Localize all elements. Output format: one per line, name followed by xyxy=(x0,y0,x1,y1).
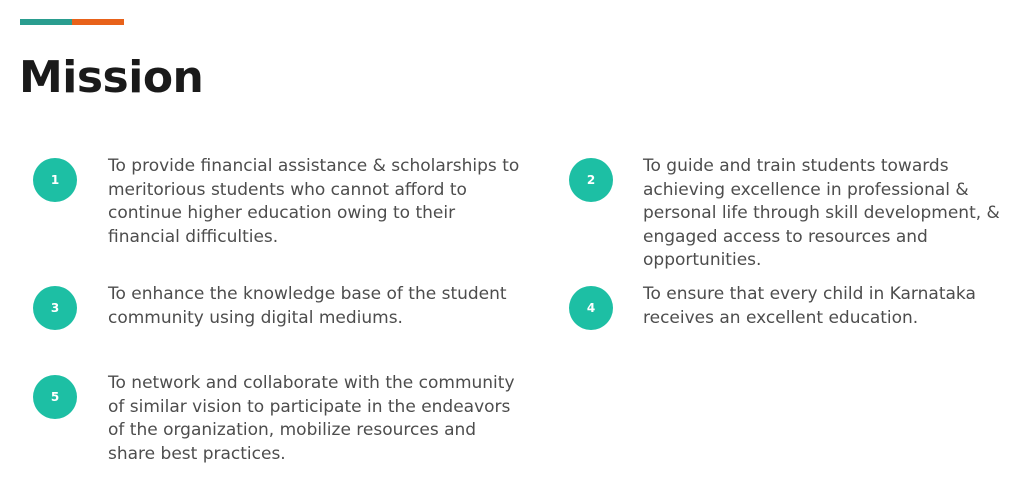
number-badge: 5 xyxy=(33,375,77,419)
accent-segment-orange xyxy=(72,19,124,25)
number-badge: 1 xyxy=(33,158,77,202)
page-title: Mission xyxy=(19,52,204,103)
number-badge: 4 xyxy=(569,286,613,330)
mission-text: To provide financial assistance & scholarships to meritorious students who cannot afford to continue higher education owing to their financial difficulties. xyxy=(108,156,520,247)
number-badge: 3 xyxy=(33,286,77,330)
mission-text: To network and collaborate with the community of similar vision to participate in the endeavors of the organization, mobilize resources and share best practices. xyxy=(108,373,515,464)
accent-segment-teal xyxy=(20,19,72,25)
mission-text: To ensure that every child in Karnataka receives an excellent education. xyxy=(643,284,976,328)
number-badge: 2 xyxy=(569,158,613,202)
mission-text: To enhance the knowledge base of the student community using digital mediums. xyxy=(108,284,507,328)
mission-text: To guide and train students towards achieving excellence in professional & personal life through skill development, & engaged access to resources and opportunities. xyxy=(643,156,1000,270)
title-accent-bar xyxy=(20,19,124,25)
